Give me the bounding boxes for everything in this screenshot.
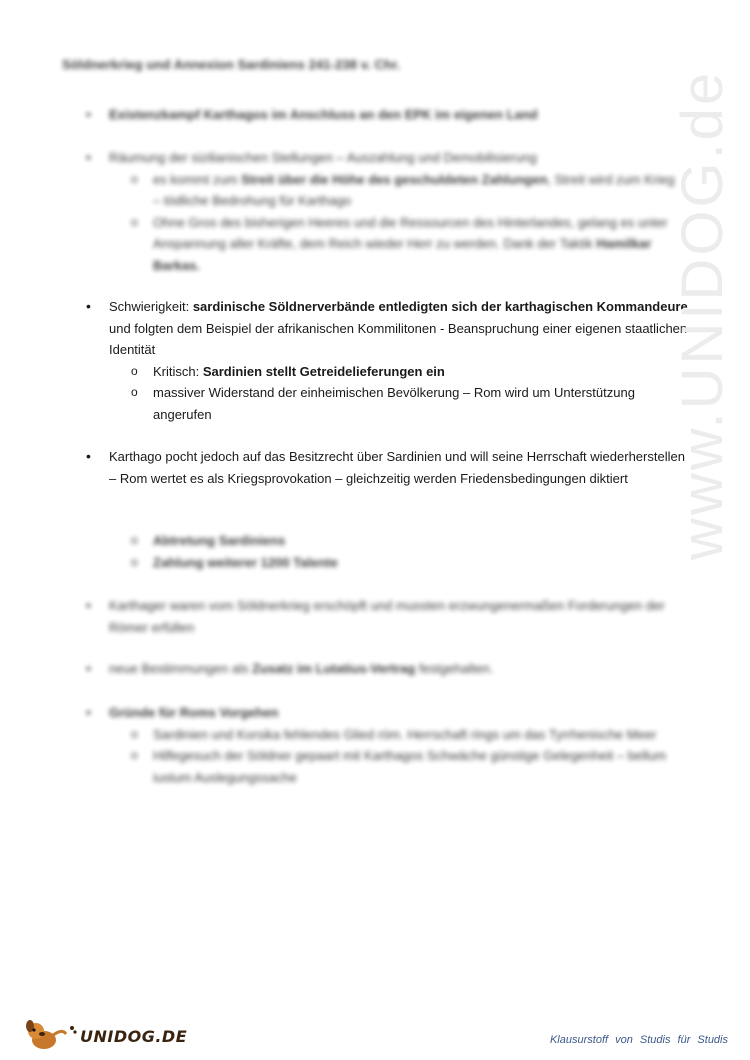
sub-list-item: o Ohne Gros des bisherigen Heeres und die Ressourcen des Hinterlandes, gelang es unter Anspannung aller Kräfte, dem Reich wieder Herr zu werden. Dank der Taktik Hamilkar Barkas. <box>0 212 683 277</box>
list-item: • neue Bestimmungen als Zusatz im Lutatius-Vertrag festgehalten. <box>0 658 689 680</box>
section-schwierigkeit <box>0 296 690 425</box>
sub-list-item: o Kritisch: Sardinien stellt Getreidelieferungen ein <box>0 361 683 383</box>
list-item: • Schwierigkeit: sardinische Söldnerverbände entledigten sich der karthagischen Kommandeure und folgten dem Beispiel der afrikanischen Kommilitonen - Beanspruchung einer eigenen staatlichen Identität <box>0 296 689 361</box>
list-item: • Gründe für Roms Vorgehen <box>0 702 689 724</box>
sub-list-item: o es kommt zum Streit über die Höhe des geschuldeten Zahlungen, Streit wird zum Krieg – tödliche Bedrohung für Karthago <box>0 169 683 212</box>
section-gruende <box>0 702 690 788</box>
list-item: • Karthager waren vom Söldnerkrieg erschöpft und mussten erzwungenermaßen Forderungen der Römer erfüllen <box>0 595 689 638</box>
section-friedensbedingungen <box>0 530 690 573</box>
dog-mascot-icon <box>22 1018 78 1052</box>
list-item: • Karthago pocht jedoch auf das Besitzrecht über Sardinien und will seine Herrschaft wiederherstellen – Rom wertet es als Kriegsprovokation – gleichzeitig werden Friedensbedingungen diktiert <box>0 446 689 489</box>
sub-list-item: o massiver Widerstand der einheimischen Bevölkerung – Rom wird um Unterstützung angerufen <box>0 382 683 425</box>
section-raeumung <box>0 147 690 276</box>
page-title: Söldnerkrieg und Annexion Sardiniens 241-238 v. Chr. <box>62 57 401 72</box>
sub-list-item: o Sardinien und Korsika fehlendes Glied röm. Herrschaft rings um das Tyrrhenische Meer <box>0 724 683 746</box>
list-item <box>0 104 689 126</box>
unidog-logo[interactable] <box>22 1018 188 1052</box>
bold-text: Existenzkampf Karthagos im Anschluss an den EPK im eigenen Land <box>109 107 538 122</box>
list-item: • Räumung der sizilianischen Stellungen – Auszahlung und Demobilisierung <box>0 147 689 169</box>
footer-tagline: Klausurstoff von Studis für Studis <box>549 1034 728 1046</box>
section-besitzrecht <box>0 446 690 489</box>
sub-list-item: o Hilfegesuch der Söldner gepaart mit Karthagos Schwäche günstige Gelegenheit – bellum iustum Auslegungssache <box>0 745 683 788</box>
section-lutatius <box>0 658 690 680</box>
section-karthager <box>0 595 690 638</box>
logo-text: UNIDOG.DE <box>80 1027 188 1046</box>
watermark: www.UNIDOG.de <box>670 69 735 560</box>
sub-list-item: o Abtretung Sardiniens <box>0 530 683 552</box>
section-existenzkampf <box>0 104 690 126</box>
sub-list-item: o Zahlung weiterer 1200 Talente <box>0 552 683 574</box>
